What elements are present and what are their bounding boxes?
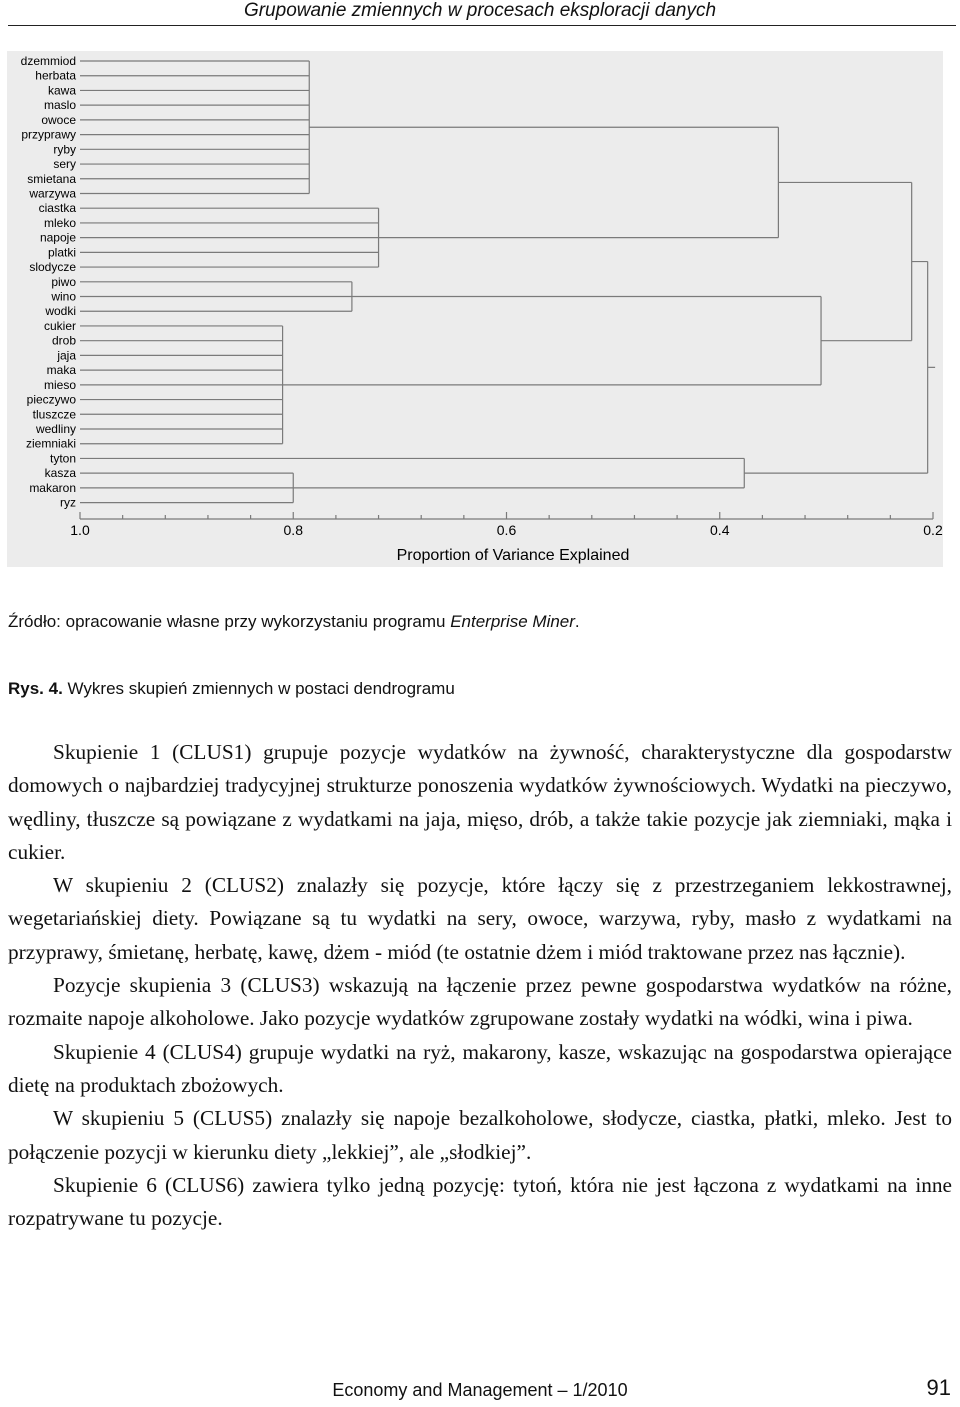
leaf-label: wodki <box>45 304 76 319</box>
figure-caption-text: Wykres skupień zmiennych w postaci dendrogramu <box>62 679 455 698</box>
leaf-label: przyprawy <box>21 127 76 142</box>
leaf-label: dzemmiod <box>20 54 76 68</box>
leaf-label: wino <box>51 289 76 304</box>
paragraph: Skupienie 6 (CLUS6) zawiera tylko jedną pozycję: tytoń, która nie jest łączona z wydatkami na inne rozpatrywane tu pozycje. <box>8 1172 952 1231</box>
leaf-label: tluszcze <box>32 407 76 422</box>
leaf-label: platki <box>47 245 76 260</box>
dendrogram-figure <box>7 51 943 567</box>
running-header: Grupowanie zmiennych w procesach eksploracji danych <box>243 0 717 21</box>
leaf-label: warzywa <box>29 186 76 201</box>
leaf-label: mleko <box>43 215 76 230</box>
x-tick-label: 0.8 <box>283 522 303 538</box>
body-text <box>8 736 952 1235</box>
leaf-label: cukier <box>43 318 76 333</box>
paragraph: Skupienie 1 (CLUS1) grupuje pozycje wydatków na żywność, charakterystyczne dla gospodarstw domowych o najbardziej tradycyjnej strukturze ponoszenia wydatków żywnościowych. Wydatki na pieczywo, wędliny, tłuszcze są powiązane z wydatkami na jaja, mięso, drób, a także takie pozycje jak ziemniaki, mąka i cukier. <box>8 740 952 864</box>
leaf-label: owoce <box>41 112 76 127</box>
leaf-label: drob <box>51 333 76 348</box>
leaf-label: ryz <box>60 495 76 510</box>
page-number: 91 <box>926 1375 951 1400</box>
source-note-text: Źródło: opracowanie własne przy wykorzystaniu programu <box>8 612 451 631</box>
figure-caption-label: Rys. 4. <box>8 679 63 698</box>
leaf-label: jaja <box>57 348 76 363</box>
leaf-label: ciastka <box>38 201 76 216</box>
leaf-label: piwo <box>51 274 76 289</box>
paragraph: W skupieniu 2 (CLUS2) znalazły się pozycje, które łączy się z przestrzeganiem lekkostrawnej, wegetariańskiej diety. Powiązane są tu wydatki na sery, owoce, warzywa, ryby, masło z wydatkami na przyprawy, śmietanę, herbatę, kawę, dżem - miód (te ostatnie dżem i miód traktowane przez nas łącznie). <box>8 873 952 964</box>
leaf-label: ryby <box>53 142 76 157</box>
x-axis-label: Proportion of Variance Explained <box>396 547 630 564</box>
leaf-label: kasza <box>44 466 76 481</box>
figure-caption <box>8 678 455 700</box>
leaf-label: herbata <box>35 68 76 83</box>
x-tick-label: 0.4 <box>710 522 730 538</box>
source-note <box>8 611 580 633</box>
source-note-end: . <box>574 612 580 631</box>
leaf-label: wedliny <box>35 422 76 436</box>
leaf-label: smietana <box>27 171 76 186</box>
leaf-label: slodycze <box>29 260 76 275</box>
x-tick-label: 1.0 <box>70 522 90 538</box>
leaf-label: ziemniaki <box>25 436 76 451</box>
paragraph: Pozycje skupienia 3 (CLUS3) wskazują na łączenie przez pewne gospodarstwa wydatków na różne, rozmaite napoje alkoholowe. Jako pozycje wydatków zgrupowane zostały wydatki na wódki, wina i piwa. <box>8 973 952 1031</box>
x-tick-label: 0.6 <box>496 522 517 538</box>
paragraph: Skupienie 4 (CLUS4) grupuje wydatki na ryż, makarony, kasze, wskazując na gospodarstwa opierające dietę na produktach zbożowych. <box>8 1039 952 1097</box>
leaf-label: makaron <box>29 480 76 495</box>
leaf-label: pieczywo <box>26 392 76 407</box>
leaf-label: maka <box>46 363 76 378</box>
leaf-label: sery <box>53 157 76 172</box>
paragraph: W skupieniu 5 (CLUS5) znalazły się napoje bezalkoholowe, słodycze, ciastka, płatki, mleko. Jest to połączenie pozycji w kierunku diety „lekkiej”, ale „słodkiej”. <box>8 1106 952 1164</box>
leaf-label: kawa <box>47 83 76 98</box>
x-tick-label: 0.2 <box>923 522 943 538</box>
leaf-label: mieso <box>43 377 76 392</box>
leaf-label: napoje <box>39 230 76 245</box>
source-note-program: Enterprise Miner <box>450 612 575 631</box>
leaf-label: tyton <box>49 451 76 466</box>
leaf-label: maslo <box>43 98 76 113</box>
header-rule <box>8 25 956 26</box>
dendrogram-chart <box>7 51 943 567</box>
footer-journal: Economy and Management – 1/2010 <box>332 1380 628 1400</box>
